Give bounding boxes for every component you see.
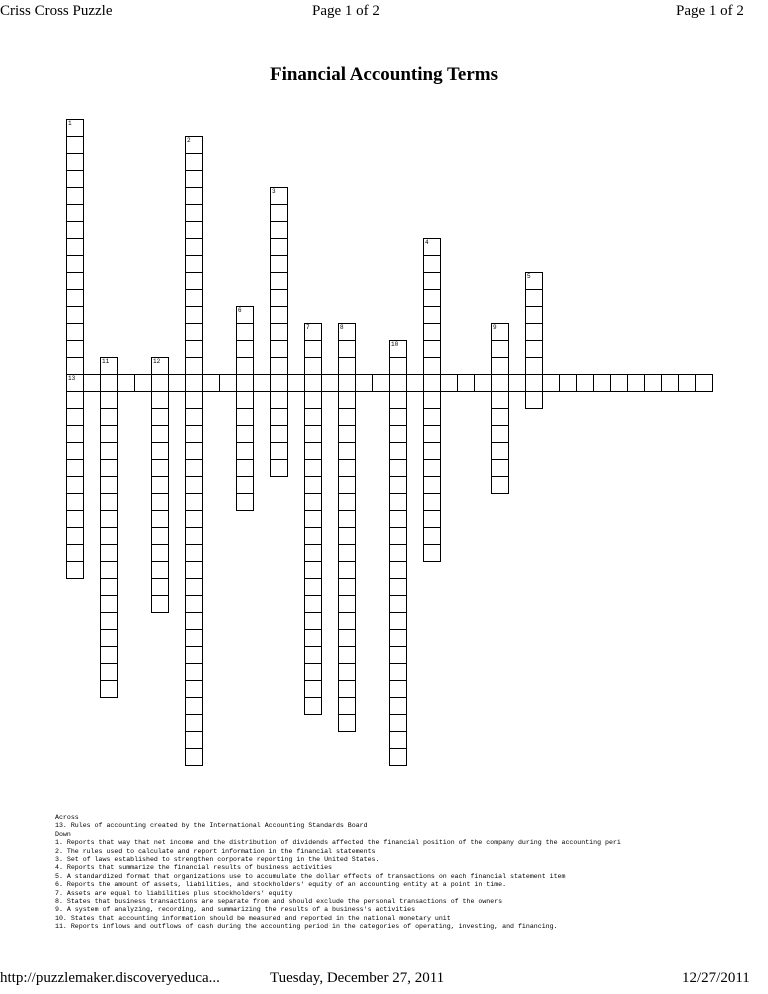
grid-cell[interactable]: [66, 510, 84, 528]
grid-cell[interactable]: [338, 391, 356, 409]
grid-cell[interactable]: [185, 476, 203, 494]
grid-cell[interactable]: [66, 153, 84, 171]
grid-cell[interactable]: [270, 306, 288, 324]
grid-cell[interactable]: [66, 459, 84, 477]
grid-cell[interactable]: [423, 289, 441, 307]
clue-list: [55, 814, 701, 932]
grid-cell[interactable]: [66, 476, 84, 494]
grid-cell[interactable]: [185, 374, 203, 392]
grid-cell[interactable]: [338, 476, 356, 494]
grid-cell[interactable]: [185, 697, 203, 715]
grid-cell[interactable]: [491, 323, 509, 341]
grid-cell[interactable]: [185, 391, 203, 409]
grid-cell[interactable]: [508, 374, 526, 392]
clue-down-4: 4. Reports that summarize the financial results of business activities: [55, 864, 332, 872]
clue-down-6: 6. Reports the amount of assets, liabilities, and stockholders' equity of an accounting entity at a point in time.: [55, 881, 507, 889]
grid-cell[interactable]: [117, 374, 135, 392]
grid-cell[interactable]: [100, 391, 118, 409]
grid-cell[interactable]: [185, 714, 203, 732]
grid-cell[interactable]: [525, 306, 543, 324]
clue-number: 2: [187, 137, 191, 144]
grid-cell[interactable]: [678, 374, 696, 392]
grid-cell[interactable]: [338, 527, 356, 545]
grid-cell[interactable]: [134, 374, 152, 392]
grid-cell[interactable]: [423, 527, 441, 545]
grid-cell[interactable]: [236, 391, 254, 409]
grid-cell[interactable]: [100, 510, 118, 528]
grid-cell[interactable]: [525, 323, 543, 341]
grid-cell[interactable]: [270, 238, 288, 256]
grid-cell[interactable]: [66, 527, 84, 545]
grid-cell[interactable]: [236, 493, 254, 511]
grid-cell[interactable]: [66, 170, 84, 188]
grid-cell[interactable]: [338, 510, 356, 528]
grid-cell[interactable]: [423, 391, 441, 409]
grid-cell[interactable]: [270, 255, 288, 273]
grid-cell[interactable]: [185, 459, 203, 477]
clue-down-1: 1. Reports that way that net income and the distribution of dividends affected the financial position of the company during the accounting peri: [55, 839, 621, 847]
grid-cell[interactable]: [389, 595, 407, 613]
grid-cell[interactable]: [423, 357, 441, 375]
grid-cell[interactable]: [185, 323, 203, 341]
grid-cell[interactable]: [185, 306, 203, 324]
grid-cell[interactable]: [389, 646, 407, 664]
grid-cell[interactable]: [100, 493, 118, 511]
grid-cell[interactable]: [100, 476, 118, 494]
grid-cell[interactable]: [389, 578, 407, 596]
grid-cell[interactable]: [457, 374, 475, 392]
grid-cell[interactable]: [474, 374, 492, 392]
grid-cell[interactable]: [372, 374, 390, 392]
grid-cell[interactable]: [185, 646, 203, 664]
grid-cell[interactable]: [423, 255, 441, 273]
grid-cell[interactable]: [304, 510, 322, 528]
grid-cell[interactable]: [185, 561, 203, 579]
grid-cell[interactable]: [100, 527, 118, 545]
grid-cell[interactable]: [338, 714, 356, 732]
grid-cell[interactable]: [185, 204, 203, 222]
grid-cell[interactable]: [270, 357, 288, 375]
grid-cell[interactable]: [66, 561, 84, 579]
grid-cell[interactable]: [423, 408, 441, 426]
grid-cell[interactable]: [542, 374, 560, 392]
grid-cell[interactable]: [338, 578, 356, 596]
grid-cell[interactable]: [270, 221, 288, 239]
footer-url: http://puzzlemaker.discoveryeduca...: [0, 970, 220, 986]
grid-cell[interactable]: [236, 357, 254, 375]
grid-cell[interactable]: [151, 527, 169, 545]
grid-cell[interactable]: [338, 663, 356, 681]
clue-number: 5: [527, 273, 531, 280]
grid-cell[interactable]: [100, 595, 118, 613]
grid-cell[interactable]: [236, 340, 254, 358]
grid-cell[interactable]: [151, 561, 169, 579]
grid-cell[interactable]: [525, 374, 543, 392]
grid-cell[interactable]: [338, 442, 356, 460]
clue-down-3: 3. Set of laws established to strengthen corporate reporting in the United States.: [55, 856, 380, 864]
header-source-title: Criss Cross Puzzle: [0, 3, 113, 19]
grid-cell[interactable]: [423, 476, 441, 494]
grid-cell[interactable]: [304, 323, 322, 341]
grid-cell[interactable]: [695, 374, 713, 392]
grid-cell[interactable]: [219, 374, 237, 392]
grid-cell[interactable]: [66, 340, 84, 358]
grid-cell[interactable]: [491, 374, 509, 392]
grid-cell[interactable]: [270, 204, 288, 222]
grid-cell[interactable]: [661, 374, 679, 392]
grid-cell[interactable]: [185, 748, 203, 766]
grid-cell[interactable]: [423, 374, 441, 392]
grid-cell[interactable]: [644, 374, 662, 392]
grid-cell[interactable]: [236, 408, 254, 426]
grid-cell[interactable]: [423, 544, 441, 562]
grid-cell[interactable]: [304, 680, 322, 698]
grid-cell[interactable]: [491, 340, 509, 358]
clue-down-9: 9. A system of analyzing, recording, and summarizing the results of a business's activities: [55, 906, 416, 914]
clue-down-2: 2. The rules used to calculate and report information in the financial statements: [55, 847, 376, 855]
grid-cell[interactable]: [304, 357, 322, 375]
grid-cell[interactable]: [185, 289, 203, 307]
grid-cell[interactable]: [270, 187, 288, 205]
grid-cell[interactable]: [440, 374, 458, 392]
grid-cell[interactable]: [270, 323, 288, 341]
grid-cell[interactable]: [151, 459, 169, 477]
grid-cell[interactable]: [100, 442, 118, 460]
header-page-number: Page 1 of 2: [312, 3, 380, 19]
grid-cell[interactable]: [253, 374, 271, 392]
grid-cell[interactable]: [185, 272, 203, 290]
grid-cell[interactable]: [338, 595, 356, 613]
grid-cell[interactable]: [66, 493, 84, 511]
grid-cell[interactable]: [338, 459, 356, 477]
grid-cell[interactable]: [304, 391, 322, 409]
grid-cell[interactable]: [151, 595, 169, 613]
grid-cell[interactable]: [185, 493, 203, 511]
clue-number: 3: [272, 188, 276, 195]
grid-cell[interactable]: [491, 425, 509, 443]
grid-cell[interactable]: [185, 442, 203, 460]
grid-cell[interactable]: [338, 357, 356, 375]
grid-cell[interactable]: [525, 340, 543, 358]
grid-cell[interactable]: [100, 408, 118, 426]
grid-cell[interactable]: [389, 374, 407, 392]
grid-cell[interactable]: [66, 306, 84, 324]
grid-cell[interactable]: [168, 374, 186, 392]
grid-cell[interactable]: [559, 374, 577, 392]
grid-cell[interactable]: [491, 459, 509, 477]
grid-cell[interactable]: [304, 459, 322, 477]
grid-cell[interactable]: [338, 340, 356, 358]
grid-cell[interactable]: [66, 442, 84, 460]
grid-cell[interactable]: [185, 170, 203, 188]
grid-cell[interactable]: [100, 578, 118, 596]
grid-cell[interactable]: [151, 493, 169, 511]
grid-cell[interactable]: [525, 357, 543, 375]
clue-down-5: 5. A standardized format that organizations use to accumulate the dollar effects of transactions on each financial statement item: [55, 872, 566, 880]
grid-cell[interactable]: [236, 442, 254, 460]
clue-down-11: 11. Reports inflows and outflows of cash during the accounting period in the categories of operating, investing, and financing.: [55, 923, 558, 931]
grid-cell[interactable]: [236, 306, 254, 324]
grid-cell[interactable]: [355, 374, 373, 392]
grid-cell[interactable]: [236, 374, 254, 392]
grid-cell[interactable]: [185, 255, 203, 273]
grid-cell[interactable]: [66, 221, 84, 239]
grid-cell[interactable]: [185, 425, 203, 443]
clue-down-7: 7. Assets are equal to liabilities plus stockholders' equity: [55, 889, 293, 897]
grid-cell[interactable]: [185, 340, 203, 358]
clue-number: 1: [68, 120, 72, 127]
grid-cell[interactable]: [423, 442, 441, 460]
grid-cell[interactable]: [304, 408, 322, 426]
grid-cell[interactable]: [66, 289, 84, 307]
grid-cell[interactable]: [389, 680, 407, 698]
grid-cell[interactable]: [151, 408, 169, 426]
grid-cell[interactable]: [304, 493, 322, 511]
grid-cell[interactable]: [389, 476, 407, 494]
grid-cell[interactable]: [66, 238, 84, 256]
grid-cell[interactable]: [100, 646, 118, 664]
grid-cell[interactable]: [185, 187, 203, 205]
grid-cell[interactable]: [423, 238, 441, 256]
clue-number: 8: [340, 324, 344, 331]
grid-cell[interactable]: [270, 289, 288, 307]
grid-cell[interactable]: [304, 612, 322, 630]
grid-cell[interactable]: [185, 527, 203, 545]
grid-cell[interactable]: [270, 340, 288, 358]
grid-cell[interactable]: [100, 561, 118, 579]
grid-cell[interactable]: [338, 629, 356, 647]
grid-cell[interactable]: [185, 408, 203, 426]
grid-cell[interactable]: [100, 374, 118, 392]
grid-cell[interactable]: [66, 272, 84, 290]
grid-cell[interactable]: [185, 680, 203, 698]
grid-cell[interactable]: [100, 544, 118, 562]
down-heading: Down: [55, 830, 71, 838]
grid-cell[interactable]: [66, 204, 84, 222]
grid-cell[interactable]: [389, 663, 407, 681]
puzzle-title: Financial Accounting Terms: [269, 64, 499, 85]
grid-cell[interactable]: [304, 374, 322, 392]
grid-cell[interactable]: [389, 442, 407, 460]
grid-cell[interactable]: [338, 697, 356, 715]
grid-cell[interactable]: [338, 646, 356, 664]
grid-cell[interactable]: [389, 561, 407, 579]
grid-cell[interactable]: [185, 357, 203, 375]
grid-cell[interactable]: [338, 680, 356, 698]
grid-cell[interactable]: [151, 578, 169, 596]
grid-cell[interactable]: [202, 374, 220, 392]
grid-cell[interactable]: [389, 527, 407, 545]
grid-cell[interactable]: [321, 374, 339, 392]
grid-cell[interactable]: [389, 748, 407, 766]
grid-cell[interactable]: [389, 493, 407, 511]
grid-cell[interactable]: [185, 153, 203, 171]
grid-cell[interactable]: [338, 544, 356, 562]
grid-cell[interactable]: [423, 306, 441, 324]
grid-cell[interactable]: [100, 425, 118, 443]
grid-cell[interactable]: [100, 663, 118, 681]
grid-cell[interactable]: [66, 255, 84, 273]
grid-cell[interactable]: [423, 493, 441, 511]
grid-cell[interactable]: [389, 391, 407, 409]
grid-cell[interactable]: [287, 374, 305, 392]
grid-cell[interactable]: [338, 561, 356, 579]
grid-cell[interactable]: [236, 425, 254, 443]
clue-down-10: 10. States that accounting information should be measured and reported in the national monetary unit: [55, 914, 451, 922]
grid-cell[interactable]: [66, 119, 84, 137]
grid-cell[interactable]: [270, 425, 288, 443]
footer-short-date: 12/27/2011: [682, 970, 750, 986]
grid-cell[interactable]: [185, 510, 203, 528]
grid-cell[interactable]: [185, 595, 203, 613]
grid-cell[interactable]: [304, 595, 322, 613]
header-page-number-right: Page 1 of 2: [676, 3, 744, 19]
grid-cell[interactable]: [185, 731, 203, 749]
grid-cell[interactable]: [304, 442, 322, 460]
grid-cell[interactable]: [66, 374, 84, 392]
grid-cell[interactable]: [304, 544, 322, 562]
grid-cell[interactable]: [270, 408, 288, 426]
grid-cell[interactable]: [270, 459, 288, 477]
grid-cell[interactable]: [576, 374, 594, 392]
grid-cell[interactable]: [389, 714, 407, 732]
grid-cell[interactable]: [185, 629, 203, 647]
clue-number: 10: [391, 341, 399, 348]
grid-cell[interactable]: [83, 374, 101, 392]
grid-cell[interactable]: [304, 476, 322, 494]
grid-cell[interactable]: [304, 527, 322, 545]
grid-cell[interactable]: [151, 374, 169, 392]
clue-number: 7: [306, 324, 310, 331]
grid-cell[interactable]: [185, 221, 203, 239]
grid-cell[interactable]: [389, 510, 407, 528]
grid-cell[interactable]: [304, 663, 322, 681]
grid-cell[interactable]: [593, 374, 611, 392]
grid-cell[interactable]: [151, 544, 169, 562]
grid-cell[interactable]: [525, 289, 543, 307]
grid-cell[interactable]: [389, 629, 407, 647]
grid-cell[interactable]: [100, 680, 118, 698]
grid-cell[interactable]: [185, 578, 203, 596]
grid-cell[interactable]: [389, 408, 407, 426]
grid-cell[interactable]: [338, 493, 356, 511]
grid-cell[interactable]: [185, 612, 203, 630]
grid-cell[interactable]: [270, 391, 288, 409]
grid-cell[interactable]: [389, 340, 407, 358]
grid-cell[interactable]: [610, 374, 628, 392]
grid-cell[interactable]: [151, 442, 169, 460]
grid-cell[interactable]: [389, 425, 407, 443]
clue-number: 11: [102, 358, 110, 365]
grid-cell[interactable]: [236, 459, 254, 477]
grid-cell[interactable]: [100, 629, 118, 647]
grid-cell[interactable]: [304, 578, 322, 596]
grid-cell[interactable]: [151, 391, 169, 409]
grid-cell[interactable]: [66, 136, 84, 154]
grid-cell[interactable]: [185, 136, 203, 154]
grid-cell[interactable]: [304, 629, 322, 647]
clue-across-13: 13. Rules of accounting created by the International Accounting Standards Board: [55, 822, 368, 830]
clue-number: 4: [425, 239, 429, 246]
clue-number: 12: [153, 358, 161, 365]
grid-cell[interactable]: [100, 612, 118, 630]
grid-cell[interactable]: [304, 340, 322, 358]
grid-cell[interactable]: [100, 357, 118, 375]
grid-cell[interactable]: [423, 272, 441, 290]
grid-cell[interactable]: [338, 323, 356, 341]
grid-cell[interactable]: [66, 391, 84, 409]
grid-cell[interactable]: [304, 646, 322, 664]
grid-cell[interactable]: [338, 408, 356, 426]
grid-cell[interactable]: [151, 425, 169, 443]
grid-cell[interactable]: [423, 323, 441, 341]
grid-cell[interactable]: [389, 697, 407, 715]
grid-cell[interactable]: [525, 391, 543, 409]
grid-cell[interactable]: [389, 459, 407, 477]
grid-cell[interactable]: [66, 425, 84, 443]
grid-cell[interactable]: [304, 697, 322, 715]
grid-cell[interactable]: [423, 459, 441, 477]
grid-cell[interactable]: [236, 323, 254, 341]
grid-cell[interactable]: [389, 544, 407, 562]
grid-cell[interactable]: [389, 357, 407, 375]
grid-cell[interactable]: [627, 374, 645, 392]
grid-cell[interactable]: [389, 731, 407, 749]
grid-cell[interactable]: [270, 442, 288, 460]
grid-cell[interactable]: [236, 476, 254, 494]
grid-cell[interactable]: [491, 408, 509, 426]
grid-cell[interactable]: [304, 561, 322, 579]
grid-cell[interactable]: [406, 374, 424, 392]
across-heading: Across: [55, 814, 79, 821]
grid-cell[interactable]: [270, 272, 288, 290]
grid-cell[interactable]: [423, 425, 441, 443]
grid-cell[interactable]: [423, 340, 441, 358]
grid-cell[interactable]: [151, 476, 169, 494]
grid-cell[interactable]: [66, 408, 84, 426]
clue-down-8: 8. States that business transactions are separate from and should exclude the personal transactions of the owners: [55, 898, 503, 906]
grid-cell[interactable]: [66, 187, 84, 205]
clue-number: 13: [68, 375, 76, 382]
grid-cell[interactable]: [151, 510, 169, 528]
grid-cell[interactable]: [338, 374, 356, 392]
grid-cell[interactable]: [185, 544, 203, 562]
clue-number: 6: [238, 307, 242, 314]
grid-cell[interactable]: [491, 391, 509, 409]
grid-cell[interactable]: [270, 374, 288, 392]
grid-cell[interactable]: [389, 612, 407, 630]
grid-cell[interactable]: [66, 357, 84, 375]
grid-cell[interactable]: [525, 272, 543, 290]
grid-cell[interactable]: [185, 238, 203, 256]
grid-cell[interactable]: [491, 476, 509, 494]
grid-cell[interactable]: [491, 442, 509, 460]
footer-date: Tuesday, December 27, 2011: [270, 970, 445, 986]
grid-cell[interactable]: [338, 425, 356, 443]
grid-cell[interactable]: [491, 357, 509, 375]
grid-cell[interactable]: [423, 510, 441, 528]
grid-cell[interactable]: [66, 544, 84, 562]
clue-number: 9: [493, 324, 497, 331]
grid-cell[interactable]: [338, 612, 356, 630]
grid-cell[interactable]: [100, 459, 118, 477]
grid-cell[interactable]: [66, 323, 84, 341]
grid-cell[interactable]: [151, 357, 169, 375]
grid-cell[interactable]: [185, 663, 203, 681]
grid-cell[interactable]: [304, 425, 322, 443]
